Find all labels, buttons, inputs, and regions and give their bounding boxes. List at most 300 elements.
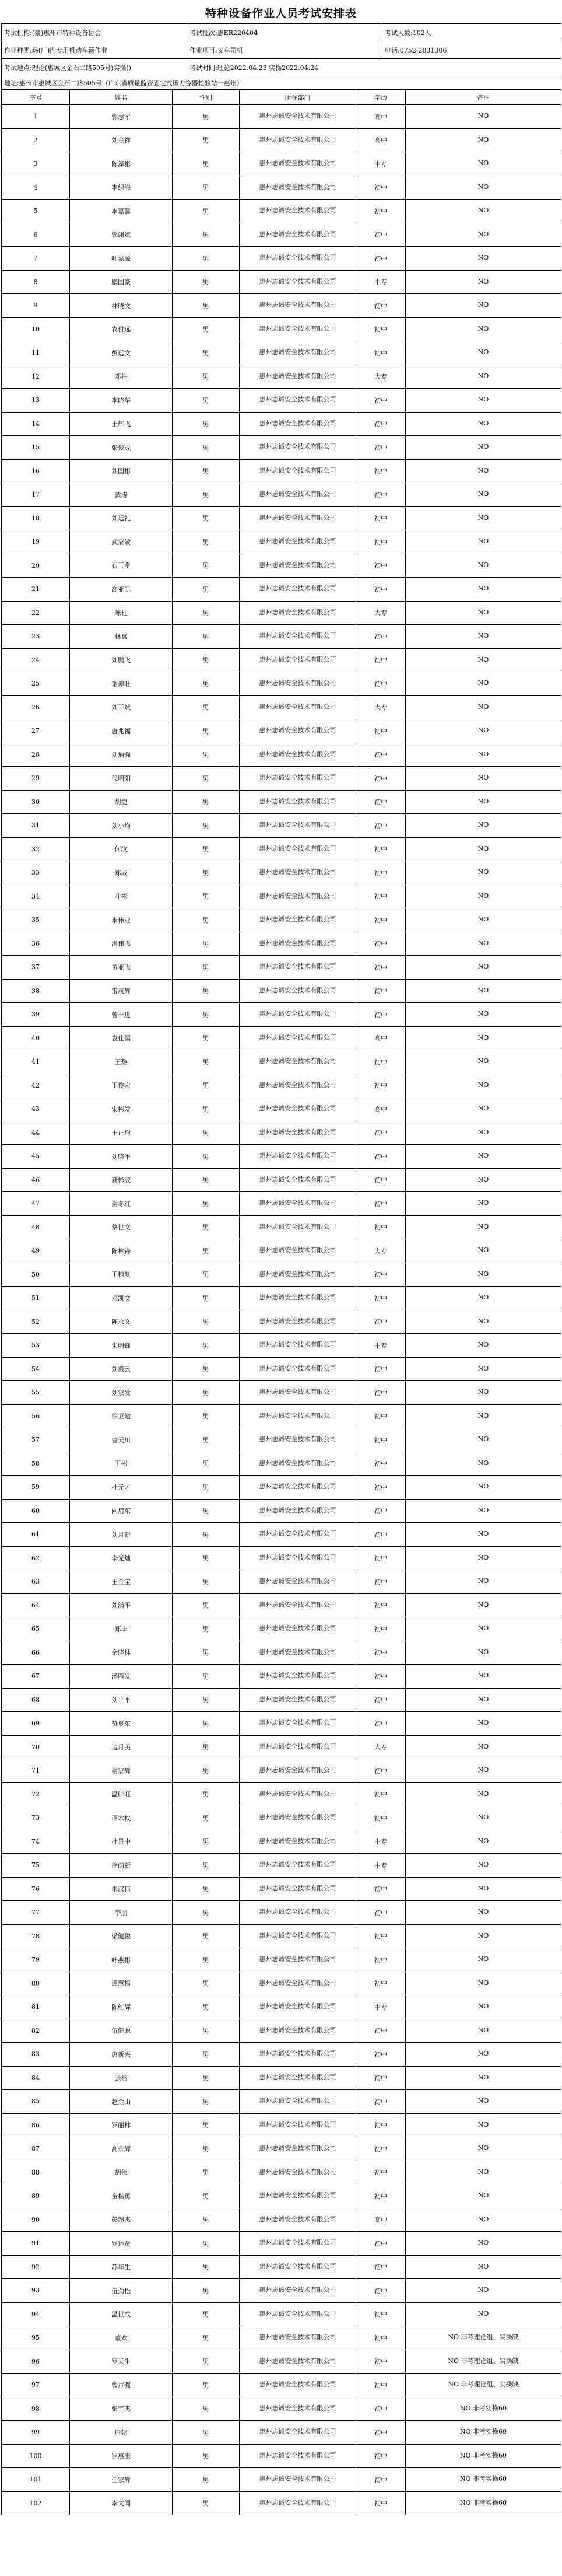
cell-index: 56: [2, 1404, 70, 1428]
cell-department: 惠州志诚安全技术有限公司: [240, 1310, 356, 1334]
table-row: [2, 743, 561, 767]
cell-department: 惠州志诚安全技术有限公司: [240, 1026, 356, 1050]
table-row: [2, 1523, 561, 1547]
cell-name: 龚彬波: [70, 1168, 173, 1192]
cell-index: 37: [2, 956, 70, 980]
cell-gender: 男: [173, 2421, 240, 2445]
cell-education: 高中: [356, 1097, 406, 1121]
cell-index: 79: [2, 1948, 70, 1972]
cell-department: 惠州志诚安全技术有限公司: [240, 1782, 356, 1806]
table-row: [2, 625, 561, 649]
cell-name: 曾干进: [70, 1003, 173, 1027]
exam-time: 考试时间:理论2022.04.23 实操2022.04.24: [187, 59, 561, 76]
cell-gender: 男: [173, 1806, 240, 1830]
cell-gender: 男: [173, 2279, 240, 2303]
cell-name: 刘毅云: [70, 1357, 173, 1381]
table-row: [2, 530, 561, 554]
cell-gender: 男: [173, 1665, 240, 1689]
cell-education: 初中: [356, 1192, 406, 1216]
cell-education: 初中: [356, 1782, 406, 1806]
cell-education: 初中: [356, 2113, 406, 2137]
cell-index: 90: [2, 2208, 70, 2232]
table-row: [2, 128, 561, 152]
cell-gender: 男: [173, 1830, 240, 1854]
table-row: [2, 2374, 561, 2397]
cell-index: 43: [2, 1097, 70, 1121]
table-row: [2, 1782, 561, 1806]
cell-remark: NO: [406, 932, 561, 956]
cell-remark: NO: [406, 176, 561, 200]
cell-index: 32: [2, 837, 70, 861]
table-row: [2, 1239, 561, 1263]
cell-name: 彭超杰: [70, 2208, 173, 2232]
cell-department: 惠州志诚安全技术有限公司: [240, 2350, 356, 2374]
cell-remark: NO: [406, 223, 561, 247]
cell-index: 77: [2, 1901, 70, 1925]
cell-department: 惠州志诚安全技术有限公司: [240, 1287, 356, 1310]
cell-department: 惠州志诚安全技术有限公司: [240, 1806, 356, 1830]
cell-department: 惠州志诚安全技术有限公司: [240, 436, 356, 460]
cell-gender: 男: [173, 956, 240, 980]
table-row: [2, 2019, 561, 2043]
cell-department: 惠州志诚安全技术有限公司: [240, 1972, 356, 1995]
table-row: [2, 1357, 561, 1381]
cell-remark: NO: [406, 2019, 561, 2043]
cell-index: 45: [2, 1145, 70, 1169]
cell-department: 惠州志诚安全技术有限公司: [240, 790, 356, 814]
header-remark: 备注: [406, 90, 561, 105]
cell-gender: 男: [173, 1924, 240, 1948]
cell-remark: NO: [406, 2137, 561, 2161]
table-row: [2, 1097, 561, 1121]
cell-name: 杜景中: [70, 1830, 173, 1854]
cell-remark: NO: [406, 1026, 561, 1050]
cell-gender: 男: [173, 1145, 240, 1169]
cell-remark: NO: [406, 2208, 561, 2232]
cell-index: 55: [2, 1381, 70, 1405]
cell-remark: NO: [406, 1523, 561, 1547]
cell-name: 李晓华: [70, 389, 173, 413]
cell-remark: NO: [406, 1641, 561, 1665]
cell-department: 惠州志诚安全技术有限公司: [240, 483, 356, 507]
table-row: [2, 861, 561, 885]
cell-department: 惠州志诚安全技术有限公司: [240, 695, 356, 719]
cell-remark: NO 非考理论组、实操缺: [406, 2374, 561, 2397]
cell-department: 惠州志诚安全技术有限公司: [240, 1121, 356, 1145]
table-row: [2, 1263, 561, 1287]
address: 地址:惠州市惠城区金石二路505号（广东省质量监督固定式压力容器检验站一惠州）: [2, 76, 561, 90]
cell-index: 60: [2, 1499, 70, 1523]
cell-department: 惠州志诚安全技术有限公司: [240, 1499, 356, 1523]
cell-index: 22: [2, 601, 70, 625]
cell-index: 59: [2, 1476, 70, 1500]
cell-gender: 男: [173, 1782, 240, 1806]
cell-index: 83: [2, 2043, 70, 2067]
cell-gender: 男: [173, 2184, 240, 2208]
cell-remark: NO: [406, 2279, 561, 2303]
cell-gender: 男: [173, 1074, 240, 1097]
table-row: [2, 459, 561, 483]
cell-department: 惠州志诚安全技术有限公司: [240, 2137, 356, 2161]
cell-gender: 男: [173, 389, 240, 413]
cell-education: 初中: [356, 1215, 406, 1239]
cell-index: 36: [2, 932, 70, 956]
cell-gender: 男: [173, 1026, 240, 1050]
cell-department: 惠州志诚安全技术有限公司: [240, 294, 356, 318]
table-row: [2, 1499, 561, 1523]
cell-name: 张宇杰: [70, 2397, 173, 2421]
table-row: [2, 1570, 561, 1594]
cell-remark: NO: [406, 814, 561, 838]
cell-index: 11: [2, 341, 70, 365]
cell-gender: 男: [173, 1003, 240, 1027]
cell-gender: 男: [173, 530, 240, 554]
cell-index: 26: [2, 695, 70, 719]
cell-name: 刘满平: [70, 1593, 173, 1617]
cell-gender: 男: [173, 270, 240, 294]
cell-education: 初中: [356, 1523, 406, 1547]
cell-education: 初中: [356, 554, 406, 578]
candidate-table: [1, 90, 561, 2515]
cell-gender: 男: [173, 506, 240, 530]
cell-education: 初中: [356, 1570, 406, 1594]
table-row: [2, 979, 561, 1003]
cell-name: 林寓: [70, 625, 173, 649]
cell-remark: NO: [406, 1735, 561, 1759]
cell-department: 惠州志诚安全技术有限公司: [240, 1215, 356, 1239]
cell-gender: 男: [173, 459, 240, 483]
cell-index: 100: [2, 2444, 70, 2468]
cell-name: 潘雁发: [70, 1665, 173, 1689]
cell-education: 初中: [356, 2374, 406, 2397]
cell-gender: 男: [173, 1404, 240, 1428]
cell-remark: NO: [406, 1168, 561, 1192]
table-row: [2, 2137, 561, 2161]
cell-gender: 男: [173, 1995, 240, 2019]
header-gender: 性别: [173, 90, 240, 105]
table-row: [2, 436, 561, 460]
cell-name: 徐荫新: [70, 1854, 173, 1878]
cell-remark: NO: [406, 105, 561, 129]
cell-gender: 男: [173, 695, 240, 719]
cell-remark: NO: [406, 1310, 561, 1334]
cell-index: 40: [2, 1026, 70, 1050]
cell-remark: NO: [406, 2232, 561, 2256]
cell-education: 初中: [356, 2421, 406, 2445]
cell-remark: NO: [406, 1972, 561, 1995]
cell-index: 49: [2, 1239, 70, 1263]
cell-remark: NO: [406, 317, 561, 341]
table-row: [2, 672, 561, 696]
cell-education: 初中: [356, 2468, 406, 2492]
cell-name: 高永辉: [70, 2137, 173, 2161]
cell-education: 高中: [356, 1026, 406, 1050]
cell-department: 惠州志诚安全技术有限公司: [240, 2255, 356, 2279]
cell-name: 韬谭旺: [70, 672, 173, 696]
cell-gender: 男: [173, 601, 240, 625]
cell-gender: 男: [173, 223, 240, 247]
table-row: [2, 105, 561, 129]
cell-remark: NO: [406, 1003, 561, 1027]
cell-department: 惠州志诚安全技术有限公司: [240, 2491, 356, 2515]
cell-index: 57: [2, 1428, 70, 1452]
table-row: [2, 270, 561, 294]
cell-remark: NO 非考实操60: [406, 2491, 561, 2515]
table-row: [2, 695, 561, 719]
cell-gender: 男: [173, 1523, 240, 1547]
cell-gender: 男: [173, 1546, 240, 1570]
cell-name: 刘炳强: [70, 743, 173, 767]
cell-education: 初中: [356, 1688, 406, 1712]
table-row: [2, 1641, 561, 1665]
cell-name: 温胖旺: [70, 1782, 173, 1806]
cell-education: 初中: [356, 1050, 406, 1074]
cell-department: 惠州志诚安全技术有限公司: [240, 223, 356, 247]
cell-name: 谭慧杨: [70, 1972, 173, 1995]
cell-department: 惠州志诚安全技术有限公司: [240, 1357, 356, 1381]
cell-remark: NO: [406, 506, 561, 530]
cell-index: 1: [2, 105, 70, 129]
cell-remark: NO: [406, 2161, 561, 2184]
cell-index: 29: [2, 767, 70, 791]
cell-department: 惠州志诚安全技术有限公司: [240, 1877, 356, 1901]
cell-education: 初中: [356, 389, 406, 413]
table-row: [2, 2302, 561, 2326]
cell-education: 初中: [356, 412, 406, 436]
cell-gender: 男: [173, 341, 240, 365]
cell-department: 惠州志诚安全技术有限公司: [240, 2326, 356, 2350]
cell-name: 唐朝: [70, 2421, 173, 2445]
cell-gender: 男: [173, 1877, 240, 1901]
cell-index: 92: [2, 2255, 70, 2279]
cell-index: 9: [2, 294, 70, 318]
cell-education: 初中: [356, 1404, 406, 1428]
cell-index: 4: [2, 176, 70, 200]
table-row: [2, 1287, 561, 1310]
cell-remark: NO 非考实操60: [406, 2397, 561, 2421]
cell-gender: 男: [173, 1972, 240, 1995]
cell-index: 73: [2, 1806, 70, 1830]
cell-education: 初中: [356, 1641, 406, 1665]
cell-remark: NO: [406, 1948, 561, 1972]
cell-education: 初中: [356, 341, 406, 365]
table-row: [2, 1476, 561, 1500]
cell-index: 52: [2, 1310, 70, 1334]
cell-department: 惠州志诚安全技术有限公司: [240, 1381, 356, 1405]
cell-name: 刘干斌: [70, 695, 173, 719]
cell-department: 惠州志诚安全技术有限公司: [240, 412, 356, 436]
cell-gender: 男: [173, 412, 240, 436]
cell-remark: NO: [406, 1877, 561, 1901]
cell-name: 梁健俊: [70, 1924, 173, 1948]
cell-name: 鹏国豪: [70, 270, 173, 294]
cell-name: 胡伟: [70, 2161, 173, 2184]
cell-index: 18: [2, 506, 70, 530]
cell-index: 39: [2, 1003, 70, 1027]
cell-gender: 男: [173, 1239, 240, 1263]
cell-gender: 男: [173, 648, 240, 672]
cell-gender: 男: [173, 1570, 240, 1594]
cell-education: 初中: [356, 625, 406, 649]
cell-department: 惠州志诚安全技术有限公司: [240, 885, 356, 908]
cell-remark: NO: [406, 200, 561, 223]
table-row: [2, 152, 561, 176]
cell-index: 72: [2, 1782, 70, 1806]
cell-education: 初中: [356, 483, 406, 507]
table-row: [2, 317, 561, 341]
table-row: [2, 578, 561, 602]
cell-gender: 男: [173, 317, 240, 341]
cell-department: 惠州志诚安全技术有限公司: [240, 2208, 356, 2232]
table-row: [2, 648, 561, 672]
cell-education: 初中: [356, 294, 406, 318]
cell-name: 郑丰: [70, 1617, 173, 1641]
cell-name: 曹天川: [70, 1428, 173, 1452]
cell-index: 17: [2, 483, 70, 507]
cell-department: 惠州志诚安全技术有限公司: [240, 459, 356, 483]
cell-index: 64: [2, 1593, 70, 1617]
cell-index: 25: [2, 672, 70, 696]
cell-index: 14: [2, 412, 70, 436]
cell-index: 10: [2, 317, 70, 341]
cell-name: 何汶: [70, 837, 173, 861]
cell-department: 惠州志诚安全技术有限公司: [240, 625, 356, 649]
cell-department: 惠州志诚安全技术有限公司: [240, 317, 356, 341]
cell-remark: NO: [406, 767, 561, 791]
cell-education: 初中: [356, 1476, 406, 1500]
cell-department: 惠州志诚安全技术有限公司: [240, 1404, 356, 1428]
cell-gender: 男: [173, 814, 240, 838]
cell-remark: NO: [406, 979, 561, 1003]
cell-index: 19: [2, 530, 70, 554]
cell-remark: NO: [406, 1097, 561, 1121]
cell-name: 唐新兴: [70, 2043, 173, 2067]
exam-info-table: [1, 23, 561, 90]
cell-gender: 男: [173, 1097, 240, 1121]
cell-gender: 男: [173, 2255, 240, 2279]
table-row: [2, 2184, 561, 2208]
cell-remark: NO: [406, 1050, 561, 1074]
cell-remark: NO: [406, 1215, 561, 1239]
cell-remark: NO: [406, 908, 561, 932]
cell-education: 初中: [356, 1546, 406, 1570]
cell-name: 刘远礼: [70, 506, 173, 530]
table-row: [2, 956, 561, 980]
cell-name: 邓凯文: [70, 1287, 173, 1310]
cell-department: 惠州志诚安全技术有限公司: [240, 2043, 356, 2067]
cell-gender: 男: [173, 1310, 240, 1334]
cell-education: 初中: [356, 1665, 406, 1689]
cell-gender: 男: [173, 1735, 240, 1759]
cell-name: 罗运贤: [70, 2232, 173, 2256]
cell-department: 惠州志诚安全技术有限公司: [240, 1712, 356, 1736]
cell-education: 初中: [356, 1381, 406, 1405]
cell-education: 初中: [356, 1263, 406, 1287]
cell-department: 惠州志诚安全技术有限公司: [240, 2090, 356, 2114]
table-row: [2, 1334, 561, 1358]
table-row: [2, 932, 561, 956]
cell-name: 徐卫建: [70, 1404, 173, 1428]
cell-department: 惠州志诚安全技术有限公司: [240, 1263, 356, 1287]
cell-education: 大专: [356, 1735, 406, 1759]
cell-gender: 男: [173, 1617, 240, 1641]
cell-gender: 男: [173, 979, 240, 1003]
cell-name: 李光灿: [70, 1546, 173, 1570]
table-row: [2, 790, 561, 814]
cell-gender: 男: [173, 1712, 240, 1736]
cell-department: 惠州志诚安全技术有限公司: [240, 1948, 356, 1972]
cell-index: 16: [2, 459, 70, 483]
cell-index: 95: [2, 2326, 70, 2350]
cell-index: 84: [2, 2066, 70, 2090]
cell-remark: NO: [406, 2066, 561, 2090]
cell-remark: NO: [406, 743, 561, 767]
cell-department: 惠州志诚安全技术有限公司: [240, 530, 356, 554]
cell-name: 陈红辉: [70, 1995, 173, 2019]
cell-name: 刘晓平: [70, 1145, 173, 1169]
cell-gender: 男: [173, 365, 240, 389]
table-row: [2, 294, 561, 318]
cell-remark: NO: [406, 1476, 561, 1500]
cell-index: 2: [2, 128, 70, 152]
cell-index: 88: [2, 2161, 70, 2184]
cell-name: 刘鹏飞: [70, 648, 173, 672]
cell-department: 惠州志诚安全技术有限公司: [240, 365, 356, 389]
cell-department: 惠州志诚安全技术有限公司: [240, 2374, 356, 2397]
cell-remark: NO: [406, 837, 561, 861]
table-row: [2, 2043, 561, 2067]
cell-index: 101: [2, 2468, 70, 2492]
table-row: [2, 506, 561, 530]
cell-name: 邓柱: [70, 365, 173, 389]
cell-name: 林晓文: [70, 294, 173, 318]
cell-department: 惠州志诚安全技术有限公司: [240, 128, 356, 152]
exam-count: 考试人数:102人: [382, 24, 561, 41]
cell-department: 惠州志诚安全技术有限公司: [240, 200, 356, 223]
table-row: [2, 1145, 561, 1169]
cell-name: 农付远: [70, 317, 173, 341]
table-body: [2, 105, 561, 2515]
cell-education: 初中: [356, 979, 406, 1003]
cell-education: 高中: [356, 2208, 406, 2232]
cell-name: 王黎: [70, 1050, 173, 1074]
cell-index: 8: [2, 270, 70, 294]
cell-department: 惠州志诚安全技术有限公司: [240, 1050, 356, 1074]
cell-education: 初中: [356, 2137, 406, 2161]
cell-gender: 男: [173, 1381, 240, 1405]
cell-education: 中专: [356, 1334, 406, 1358]
cell-education: 初中: [356, 2019, 406, 2043]
cell-remark: NO: [406, 2113, 561, 2137]
cell-department: 惠州志诚安全技术有限公司: [240, 341, 356, 365]
cell-gender: 男: [173, 2113, 240, 2137]
cell-index: 63: [2, 1570, 70, 1594]
cell-department: 惠州志诚安全技术有限公司: [240, 601, 356, 625]
cell-gender: 男: [173, 1948, 240, 1972]
cell-gender: 男: [173, 200, 240, 223]
cell-gender: 男: [173, 1357, 240, 1381]
cell-gender: 男: [173, 1287, 240, 1310]
cell-education: 初中: [356, 2491, 406, 2515]
cell-education: 初中: [356, 1145, 406, 1169]
cell-department: 惠州志诚安全技术有限公司: [240, 554, 356, 578]
cell-remark: NO: [406, 341, 561, 365]
cell-gender: 男: [173, 885, 240, 908]
cell-education: 初中: [356, 790, 406, 814]
cell-department: 惠州志诚安全技术有限公司: [240, 1854, 356, 1878]
cell-name: 赞夏东: [70, 1712, 173, 1736]
cell-index: 61: [2, 1523, 70, 1547]
